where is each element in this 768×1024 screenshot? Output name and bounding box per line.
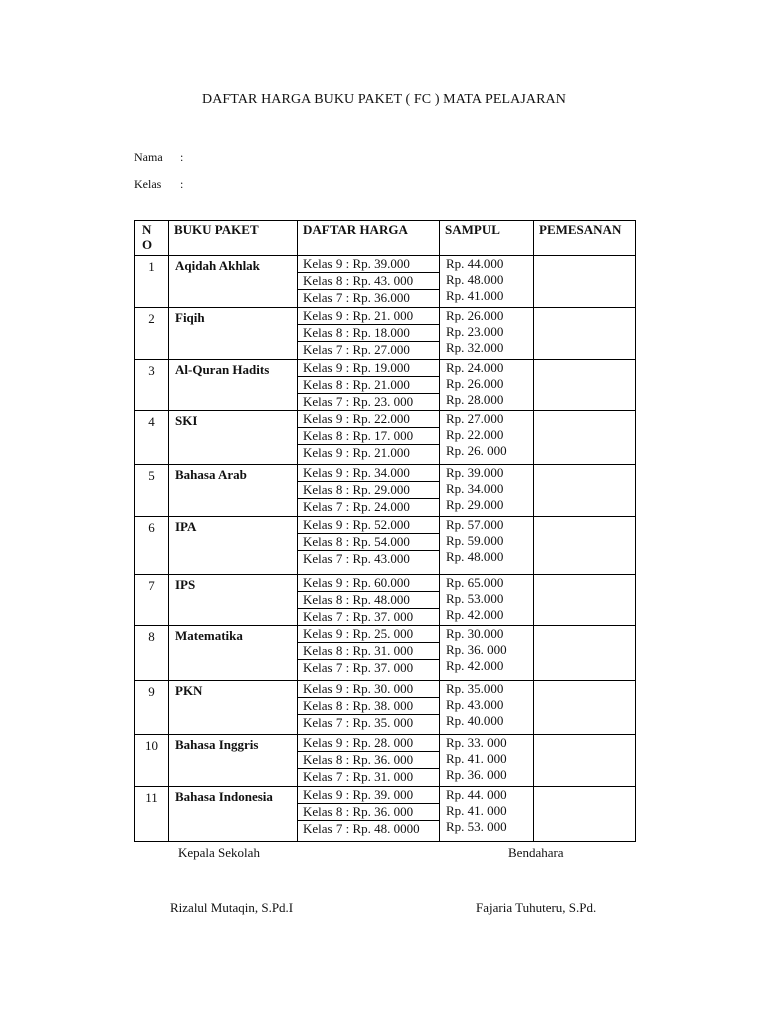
price-line: Kelas 8 : Rp. 36. 000 (298, 752, 439, 769)
price-line: Kelas 7 : Rp. 37. 000 (303, 660, 414, 675)
table-row (135, 360, 636, 411)
sampul-line: Rp. 57.000 (446, 517, 504, 532)
pemesanan-cell[interactable] (534, 256, 636, 308)
sampul-line: Rp. 44.000 (446, 256, 504, 271)
price-line: Kelas 7 : Rp. 36.000 (303, 290, 410, 305)
header-pemesanan: PEMESANAN (534, 221, 636, 256)
row-number: 9 (135, 681, 169, 735)
table-row (135, 787, 636, 842)
sampul-line: Rp. 36. 000 (446, 767, 507, 782)
row-number: 11 (135, 787, 169, 842)
header-harga: DAFTAR HARGA (298, 221, 440, 256)
header-no (135, 221, 169, 256)
table-row (135, 465, 636, 517)
table-row (135, 308, 636, 360)
price-line: Kelas 8 : Rp. 48.000 (298, 592, 439, 609)
price-line: Kelas 8 : Rp. 31. 000 (298, 643, 439, 660)
header-sampul: SAMPUL (440, 221, 534, 256)
pemesanan-cell[interactable] (534, 517, 636, 575)
sampul-line: Rp. 43.000 (446, 697, 504, 712)
sampul-cell (440, 681, 534, 735)
sampul-line: Rp. 22.000 (446, 427, 504, 442)
kepala-sekolah-name: Rizalul Mutaqin, S.Pd.I (170, 900, 294, 915)
book-name: Bahasa Indonesia (169, 787, 298, 842)
sampul-line: Rp. 28.000 (446, 392, 504, 407)
book-name: Aqidah Akhlak (169, 256, 298, 308)
sampul-line: Rp. 24.000 (446, 360, 504, 375)
price-line: Kelas 8 : Rp. 36. 000 (298, 804, 439, 821)
sampul-line: Rp. 32.000 (446, 340, 504, 355)
pemesanan-cell[interactable] (534, 787, 636, 842)
sampul-cell (440, 575, 534, 626)
price-cell (298, 308, 440, 360)
sampul-line: Rp. 48.000 (446, 549, 504, 564)
book-name: Matematika (169, 626, 298, 681)
sampul-line: Rp. 41.000 (446, 288, 504, 303)
row-number: 1 (135, 256, 169, 308)
nama-separator: : (180, 150, 184, 164)
sampul-cell (440, 308, 534, 360)
row-number: 7 (135, 575, 169, 626)
price-table (134, 220, 636, 842)
price-line: Kelas 7 : Rp. 31. 000 (303, 769, 414, 784)
sampul-line: Rp. 30.000 (446, 626, 504, 641)
sampul-line: Rp. 48.000 (446, 272, 504, 287)
sampul-line: Rp. 26. 000 (446, 443, 507, 458)
price-cell (298, 411, 440, 465)
price-line: Kelas 7 : Rp. 24.000 (303, 499, 410, 514)
price-cell (298, 517, 440, 575)
sampul-line: Rp. 36. 000 (446, 642, 507, 657)
row-number: 2 (135, 308, 169, 360)
price-line: Kelas 9 : Rp. 34.000 (298, 465, 439, 482)
bendahara-name: Fajaria Tuhuteru, S.Pd. (476, 900, 597, 915)
price-cell (298, 256, 440, 308)
sampul-line: Rp. 35.000 (446, 681, 504, 696)
book-name: Fiqih (169, 308, 298, 360)
sampul-line: Rp. 29.000 (446, 497, 504, 512)
bendahara-title: Bendahara (508, 845, 564, 860)
price-cell (298, 465, 440, 517)
pemesanan-cell[interactable] (534, 308, 636, 360)
sampul-cell (440, 256, 534, 308)
price-cell (298, 626, 440, 681)
table-row (135, 575, 636, 626)
price-line: Kelas 8 : Rp. 38. 000 (298, 698, 439, 715)
kelas-field (134, 177, 183, 192)
table-row (135, 411, 636, 465)
price-line: Kelas 7 : Rp. 27.000 (303, 342, 410, 357)
row-number: 6 (135, 517, 169, 575)
sampul-line: Rp. 42.000 (446, 658, 504, 673)
price-line: Kelas 7 : Rp. 48. 0000 (303, 821, 420, 836)
pemesanan-cell[interactable] (534, 735, 636, 787)
sampul-cell (440, 787, 534, 842)
book-name: SKI (169, 411, 298, 465)
sampul-line: Rp. 34.000 (446, 481, 504, 496)
sampul-line: Rp. 42.000 (446, 607, 504, 622)
price-cell (298, 360, 440, 411)
price-cell (298, 735, 440, 787)
price-line: Kelas 8 : Rp. 21.000 (298, 377, 439, 394)
sampul-line: Rp. 27.000 (446, 411, 504, 426)
sampul-line: Rp. 39.000 (446, 465, 504, 480)
sampul-line: Rp. 41. 000 (446, 751, 507, 766)
table-row (135, 735, 636, 787)
table-row (135, 256, 636, 308)
price-line: Kelas 9 : Rp. 19.000 (298, 360, 439, 377)
page-title: DAFTAR HARGA BUKU PAKET ( FC ) MATA PELAJARAN (202, 92, 566, 107)
kelas-label: Kelas (134, 177, 162, 191)
pemesanan-cell[interactable] (534, 575, 636, 626)
book-name: Bahasa Inggris (169, 735, 298, 787)
price-line: Kelas 7 : Rp. 43.000 (303, 551, 410, 566)
price-cell (298, 575, 440, 626)
row-number: 8 (135, 626, 169, 681)
price-line: Kelas 8 : Rp. 17. 000 (298, 428, 439, 445)
price-cell (298, 787, 440, 842)
kepala-sekolah-title: Kepala Sekolah (178, 845, 260, 860)
table-row (135, 681, 636, 735)
row-number: 4 (135, 411, 169, 465)
sampul-cell (440, 411, 534, 465)
book-name: Al-Quran Hadits (169, 360, 298, 411)
price-line: Kelas 8 : Rp. 18.000 (298, 325, 439, 342)
sampul-cell (440, 735, 534, 787)
sampul-cell (440, 626, 534, 681)
price-line: Kelas 8 : Rp. 54.000 (298, 534, 439, 551)
sampul-cell (440, 517, 534, 575)
header-buku: BUKU PAKET (169, 221, 298, 256)
price-line: Kelas 7 : Rp. 37. 000 (303, 609, 414, 624)
price-line: Kelas 7 : Rp. 35. 000 (303, 715, 414, 730)
sampul-line: Rp. 44. 000 (446, 787, 507, 802)
book-name: IPS (169, 575, 298, 626)
sampul-cell (440, 465, 534, 517)
sampul-line: Rp. 33. 000 (446, 735, 507, 750)
nama-label: Nama (134, 150, 163, 164)
pemesanan-cell[interactable] (534, 360, 636, 411)
pemesanan-cell[interactable] (534, 465, 636, 517)
price-line: Kelas 9 : Rp. 21. 000 (298, 308, 439, 325)
sampul-line: Rp. 59.000 (446, 533, 504, 548)
sampul-line: Rp. 40.000 (446, 713, 504, 728)
price-line: Kelas 7 : Rp. 23. 000 (303, 394, 414, 409)
price-line: Kelas 9 : Rp. 22.000 (298, 411, 439, 428)
price-line: Kelas 9 : Rp. 52.000 (298, 517, 439, 534)
sampul-line: Rp. 23.000 (446, 324, 504, 339)
price-cell (298, 681, 440, 735)
book-name: IPA (169, 517, 298, 575)
price-line: Kelas 9 : Rp. 39.000 (298, 256, 439, 273)
row-number: 10 (135, 735, 169, 787)
book-name: Bahasa Arab (169, 465, 298, 517)
sampul-line: Rp. 53.000 (446, 591, 504, 606)
sampul-line: Rp. 53. 000 (446, 819, 507, 834)
kelas-separator: : (180, 177, 184, 191)
pemesanan-cell[interactable] (534, 626, 636, 681)
pemesanan-cell[interactable] (534, 411, 636, 465)
book-name: PKN (169, 681, 298, 735)
price-line: Kelas 8 : Rp. 43. 000 (298, 273, 439, 290)
price-line: Kelas 9 : Rp. 60.000 (298, 575, 439, 592)
sampul-line: Rp. 41. 000 (446, 803, 507, 818)
price-line: Kelas 8 : Rp. 29.000 (298, 482, 439, 499)
table-header-row (135, 221, 636, 256)
pemesanan-cell[interactable] (534, 681, 636, 735)
sampul-line: Rp. 26.000 (446, 376, 504, 391)
table-row (135, 517, 636, 575)
sampul-line: Rp. 65.000 (446, 575, 504, 590)
price-line: Kelas 9 : Rp. 21.000 (303, 445, 410, 460)
price-line: Kelas 9 : Rp. 30. 000 (298, 681, 439, 698)
price-line: Kelas 9 : Rp. 39. 000 (298, 787, 439, 804)
sampul-line: Rp. 26.000 (446, 308, 504, 323)
row-number: 3 (135, 360, 169, 411)
table-body (135, 256, 636, 842)
price-line: Kelas 9 : Rp. 25. 000 (298, 626, 439, 643)
row-number: 5 (135, 465, 169, 517)
table-row (135, 626, 636, 681)
nama-field (134, 150, 183, 165)
header-no-label: N O (142, 222, 153, 252)
sampul-cell (440, 360, 534, 411)
price-line: Kelas 9 : Rp. 28. 000 (298, 735, 439, 752)
